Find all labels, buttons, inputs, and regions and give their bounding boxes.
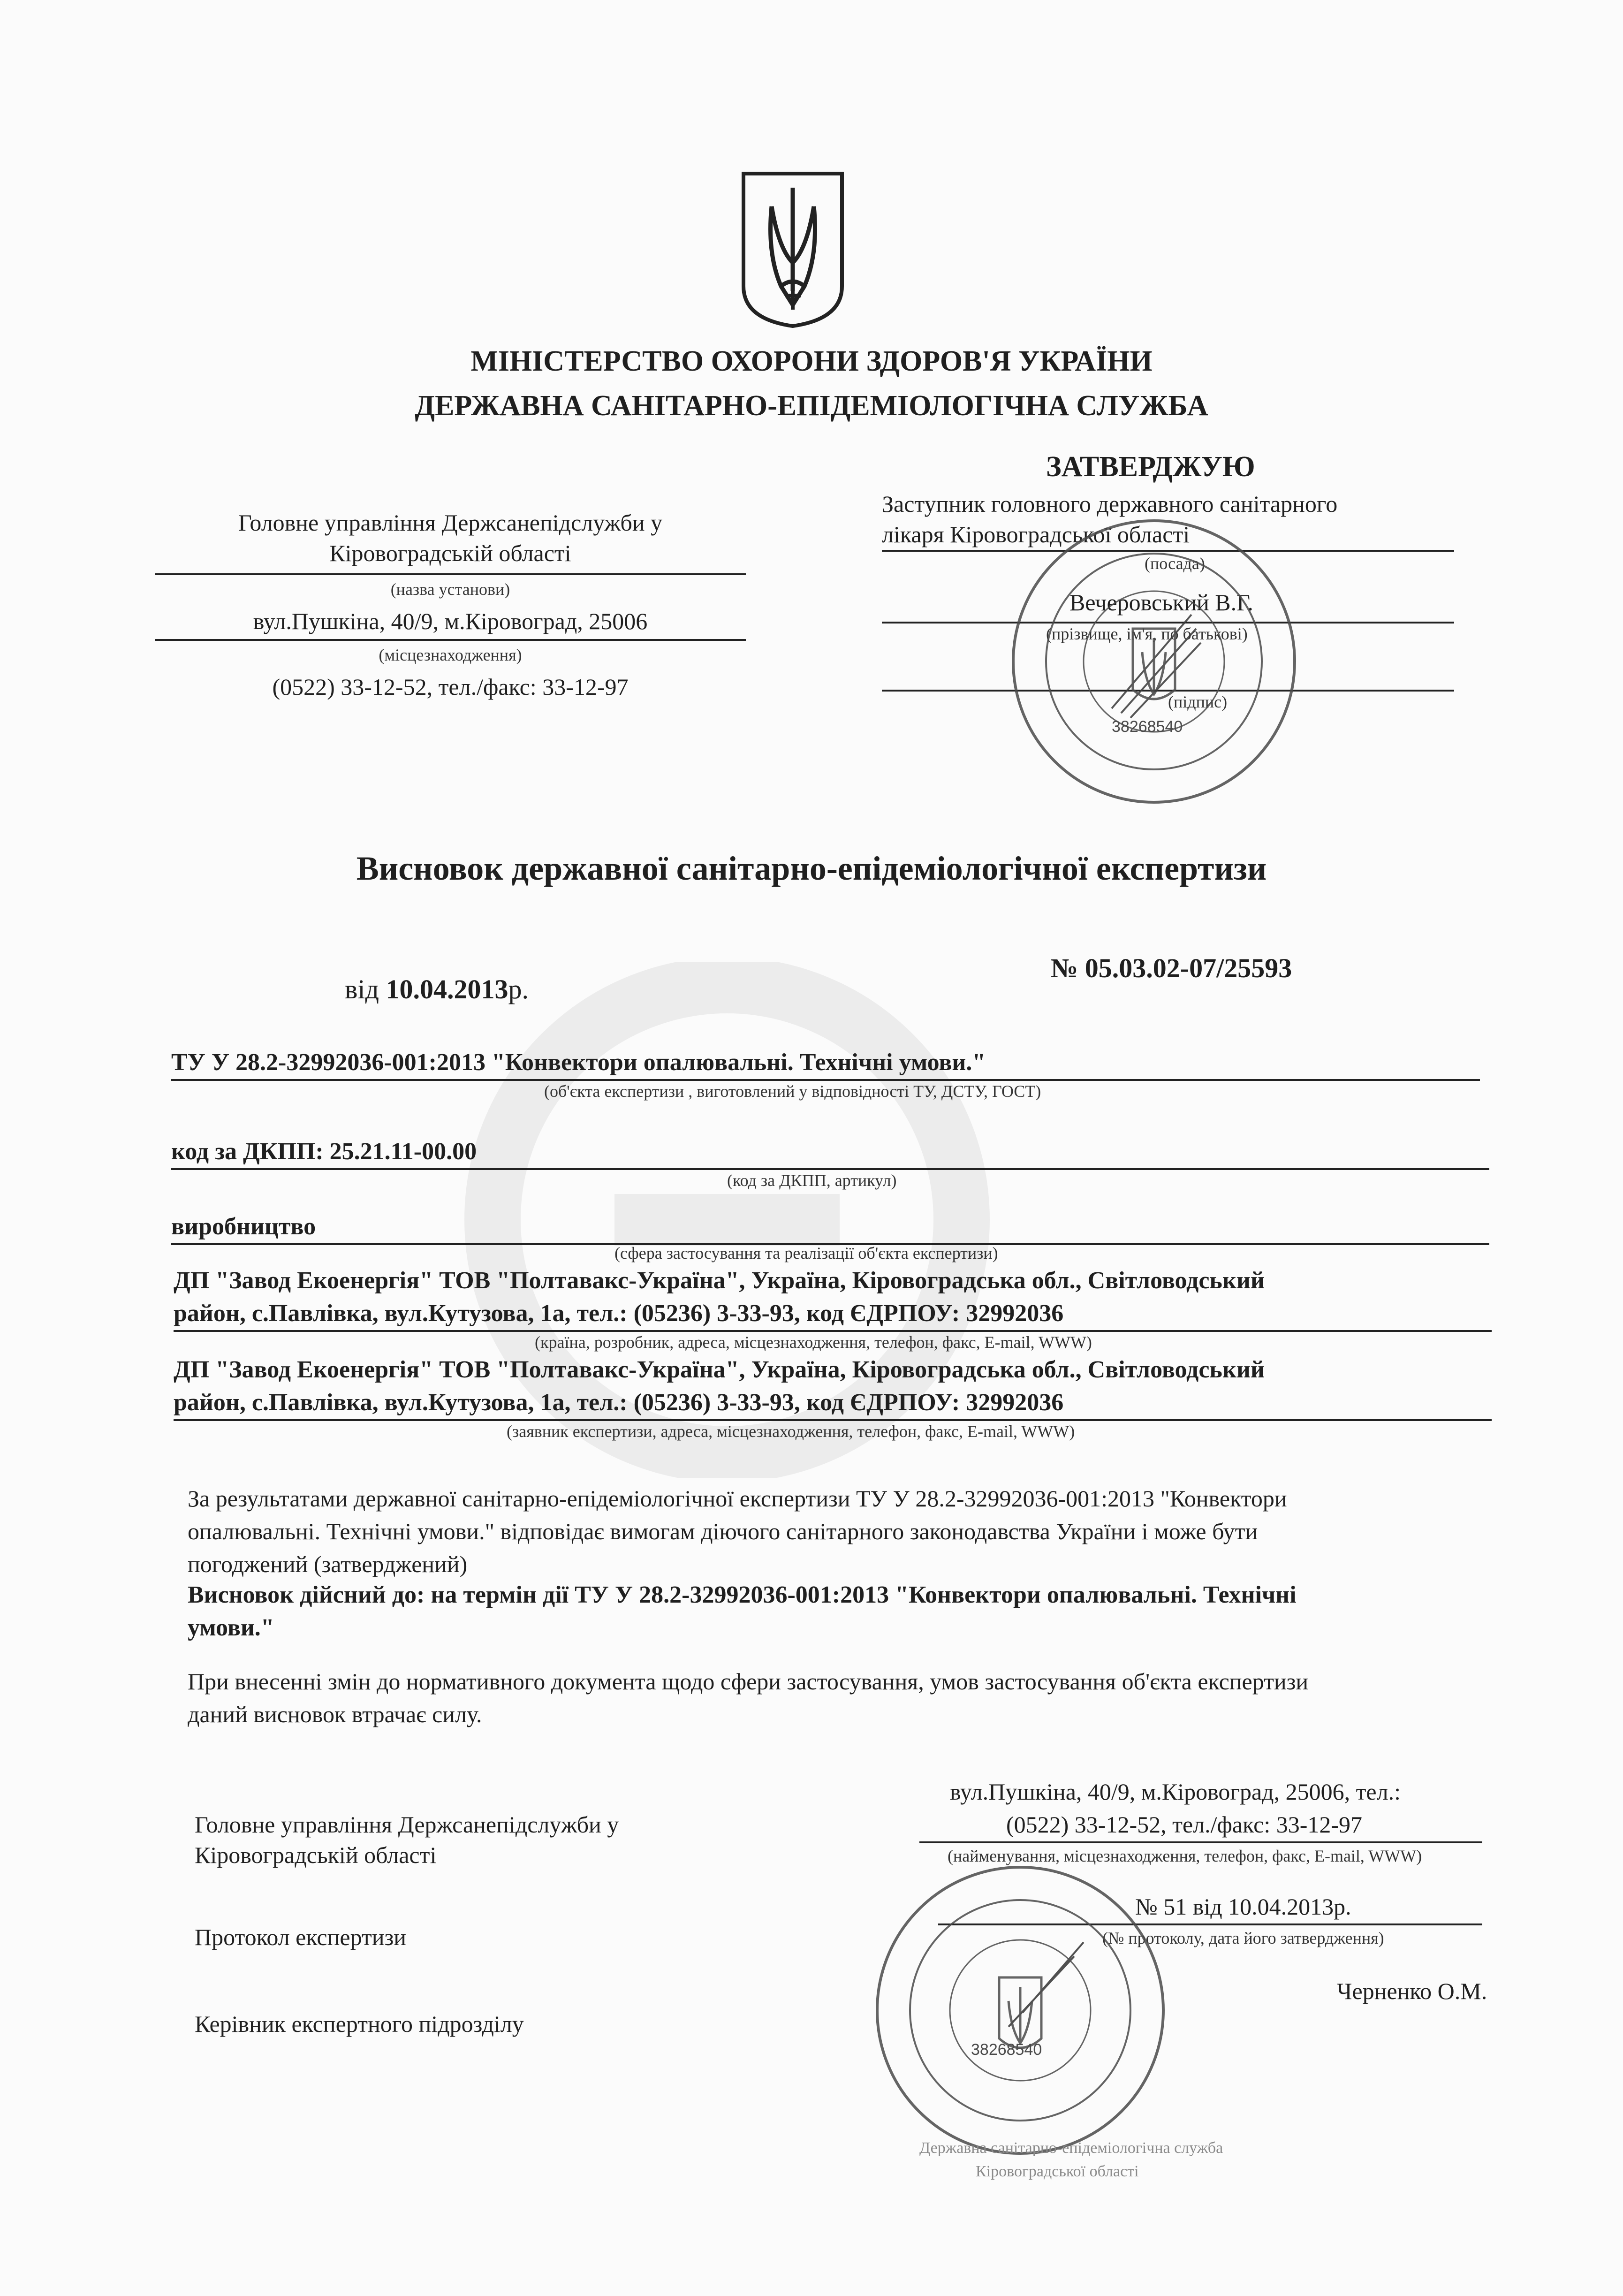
org-caption: (назва установи): [390, 580, 510, 599]
changes-note-line2: даний висновок втрачає силу.: [188, 1701, 482, 1727]
protocol-caption: (№ протоколу, дата його затвердження): [1102, 1929, 1384, 1947]
applicant-underline: [174, 1419, 1492, 1421]
code-underline: [171, 1168, 1489, 1170]
approval-position-line2: лікаря Кіровоградської області: [882, 521, 1190, 547]
footer-address-line2: (0522) 33-12-52, тел./факс: 33-12-97: [1006, 1811, 1363, 1838]
document-number: № 05.03.02-07/25593: [1051, 953, 1292, 983]
signature-caption: (підпис): [1168, 692, 1228, 711]
footer-address-underline: [919, 1841, 1482, 1843]
producer-underline: [174, 1330, 1492, 1332]
changes-note-line1: При внесенні змін до нормативного документа щодо сфери застосування, умов застосування об'єкта експертизи: [188, 1668, 1309, 1695]
validity-line1: Висновок дійсний до: на термін дії ТУ У 28.2-32992036-001:2013 "Конвектори опалювальні. Технічні: [188, 1581, 1297, 1608]
head-name: Черненко О.М.: [1337, 1978, 1487, 2004]
applicant-caption: (заявник експертизи, адреса, місцезнаходження, телефон, факс, E-mail, WWW): [507, 1422, 1075, 1441]
official-stamp-top: [1004, 511, 1304, 812]
address-underline: [155, 639, 746, 641]
object-underline: [171, 1079, 1480, 1081]
org-name-line1: Головне управління Держсанепідслужби у: [238, 509, 663, 536]
address-caption: (місцезнаходження): [379, 646, 522, 664]
producer-caption: (країна, розробник, адреса, місцезнаходження, телефон, факс, E-mail, WWW): [535, 1333, 1092, 1352]
name-caption: (прізвище, ім'я, по батькові): [1046, 624, 1248, 643]
document-date: від 10.04.2013р.: [345, 974, 529, 1004]
stamp-faint-line1: Державна санітарно-епідеміологічна служба: [919, 2139, 1223, 2157]
approver-name: Вечеровський В.Г.: [1069, 589, 1253, 616]
footer-org-line1: Головне управління Держсанепідслужби у: [195, 1811, 619, 1838]
applicant-line2: район, с.Павлівка, вул.Кутузова, 1а, тел.: (05236) 3-33-93, код ЄДРПОУ: 32992036: [174, 1389, 1064, 1416]
approval-title: ЗАТВЕРДЖУЮ: [1046, 451, 1255, 483]
position-caption: (посада): [1145, 554, 1205, 573]
org-address: вул.Пушкіна, 40/9, м.Кіровоград, 25006: [253, 608, 648, 634]
org-name-line2: Кіровоградській області: [329, 540, 571, 566]
stamp-faint-line2: Кіровоградської області: [976, 2163, 1139, 2180]
org-underline: [155, 573, 746, 575]
footer-address-caption: (найменування, місцезнаходження, телефон, факс, E-mail, WWW): [948, 1847, 1422, 1865]
protocol-value: № 51 від 10.04.2013р.: [1135, 1893, 1351, 1920]
service-heading: ДЕРЖАВНА САНІТАРНО-ЕПІДЕМІОЛОГІЧНА СЛУЖБА: [415, 390, 1208, 422]
producer-line2: район, с.Павлівка, вул.Кутузова, 1а, тел.: (05236) 3-33-93, код ЄДРПОУ: 32992036: [174, 1300, 1064, 1327]
object-caption: (об'єкта експертизи , виготовлений у відповідності ТУ, ДСТУ, ГОСТ): [544, 1082, 1041, 1101]
conclusion-line2: опалювальні. Технічні умови." відповідає вимогам діючого санітарного законодавства України і може бути: [188, 1518, 1258, 1544]
expertise-object: ТУ У 28.2-32992036-001:2013 "Конвектори опалювальні. Технічні умови.": [171, 1049, 986, 1076]
conclusion-line3: погоджений (затверджений): [188, 1551, 468, 1577]
stamp-top-code: 38268540: [1112, 718, 1183, 736]
ministry-heading: МІНІСТЕРСТВО ОХОРОНИ ЗДОРОВ'Я УКРАЇНИ: [470, 345, 1153, 377]
conclusion-line1: За результатами державної санітарно-епідеміологічної експертизи ТУ У 28.2-32992036-001:2013 "Конвектори: [188, 1485, 1287, 1512]
approval-position-line1: Заступник головного державного санітарного: [882, 491, 1338, 517]
applicant-line1: ДП "Завод Екоенергія" ТОВ "Полтавакс-Україна", Україна, Кіровоградська обл., Світловодський: [174, 1356, 1265, 1383]
application-scope: виробництво: [171, 1213, 316, 1240]
producer-line1: ДП "Завод Екоенергія" ТОВ "Полтавакс-Україна", Україна, Кіровоградська обл., Світловодський: [174, 1267, 1265, 1294]
footer-address-line1: вул.Пушкіна, 40/9, м.Кіровоград, 25006, тел.:: [950, 1779, 1401, 1805]
scope-caption: (сфера застосування та реалізації об'єкта експертизи): [614, 1244, 998, 1262]
coat-of-arms-icon: [739, 169, 847, 328]
footer-org-line2: Кіровоградській області: [195, 1842, 437, 1868]
org-phone: (0522) 33-12-52, тел./факс: 33-12-97: [272, 674, 629, 700]
document-title: Висновок державної санітарно-епідеміологічної експертизи: [356, 850, 1267, 887]
stamp-bottom-code: 38268540: [971, 2041, 1042, 2059]
code-caption: (код за ДКПП, артикул): [727, 1171, 897, 1190]
official-stamp-bottom: [868, 1858, 1173, 2163]
validity-line2: умови.": [188, 1614, 274, 1641]
head-label: Керівник експертного підрозділу: [195, 2011, 524, 2037]
dkpp-code: код за ДКПП: 25.21.11-00.00: [171, 1138, 477, 1165]
protocol-label: Протокол експертизи: [195, 1924, 407, 1950]
